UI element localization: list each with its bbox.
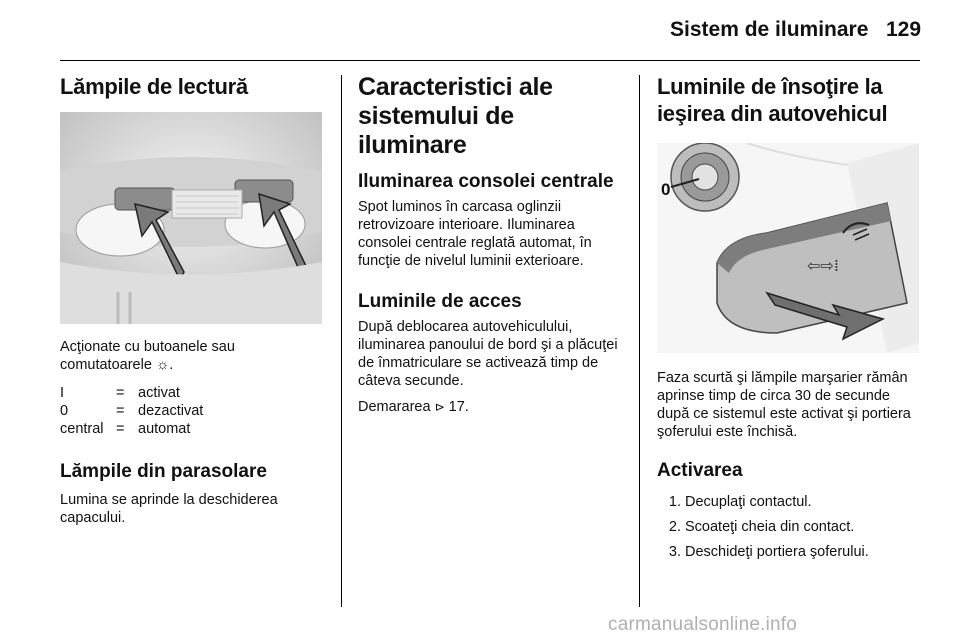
header-rule	[60, 60, 920, 61]
step-text: Deschideţi portiera şoferului.	[685, 544, 869, 560]
activation-step	[657, 518, 923, 536]
step-number: 1.	[668, 494, 681, 510]
switch-position-key: 0	[60, 403, 69, 419]
switch-position-eq: =	[116, 403, 125, 419]
activation-step	[657, 543, 923, 561]
exit-lighting-heading: Luminile de însoţire la ieşirea din autovehicul	[657, 74, 888, 126]
switch-position-row	[60, 402, 203, 420]
switch-position-value: dezactivat	[138, 403, 204, 419]
console-lighting-heading: Iluminarea consolei centrale	[358, 171, 614, 192]
watermark: carmanualsonline.info	[608, 614, 798, 635]
entry-lights-heading: Luminile de acces	[358, 291, 522, 312]
reading-lamps-body: Acţionate cu butoanele sau comutatoarele ☼.	[60, 339, 235, 373]
switch-position-value: automat	[138, 421, 191, 437]
column-exit-lighting	[657, 73, 923, 568]
console-lighting-body: Spot luminos în carcasa oglinzii retrovizoare interioare. Iluminarea consolei centrale reglată automat, în funcţie de nivelul luminii exterioare.	[358, 199, 592, 269]
stalk-symbols-icon: ⇦⇨⁞	[807, 256, 839, 275]
switch-positions-table	[60, 384, 203, 438]
activation-heading: Activarea	[657, 460, 743, 481]
reading-lamps-figure	[60, 112, 322, 324]
lighting-features-heading: Caracteristici ale sistemului de iluminare	[358, 73, 553, 159]
exit-lighting-body: Faza scurtă şi lămpile marşarier rămân aprinse timp de circa 30 de secunde după ce sistemul este activat şi portiera şoferului este închisă.	[657, 370, 911, 440]
key-position-label: 0	[661, 180, 671, 199]
activation-steps	[657, 493, 923, 561]
step-number: 2.	[668, 519, 681, 535]
reading-lamps-heading: Lămpile de lectură	[60, 74, 248, 99]
sunvisor-lamps-heading: Lămpile din parasolare	[60, 461, 267, 482]
column-reading-lamps	[60, 73, 322, 527]
switch-position-eq: =	[116, 421, 125, 437]
page-number: 129	[886, 18, 922, 41]
header-title: Sistem de iluminare	[670, 18, 869, 41]
column-divider-2	[639, 75, 640, 607]
switch-position-key: I	[60, 385, 65, 401]
page-reference-icon: ⊳	[434, 400, 445, 414]
column-divider-1	[341, 75, 342, 607]
entry-lights-body: După deblocarea autovehiculului, iluminarea panoului de bord şi a plăcuţei de înmatriculare se activează timp de câteva secunde.	[358, 319, 618, 389]
column-lighting-features	[358, 73, 626, 416]
switch-position-key: central	[60, 421, 104, 437]
lamp-switch-icon: ☼.	[155, 357, 174, 373]
ignition-stalk-illustration	[657, 143, 919, 353]
step-number: 3.	[668, 544, 681, 560]
switch-position-row	[60, 384, 203, 402]
exit-lighting-figure	[657, 143, 919, 353]
switch-position-row	[60, 420, 203, 438]
reading-lamps-illustration	[60, 112, 322, 324]
activation-step	[657, 493, 923, 511]
step-text: Decuplaţi contactul.	[685, 494, 812, 510]
switch-position-value: activat	[138, 385, 180, 401]
sunvisor-lamps-body: Lumina se aprinde la deschiderea capacului.	[60, 492, 278, 526]
step-text: Scoateţi cheia din contact.	[685, 519, 855, 535]
switch-position-eq: =	[116, 385, 125, 401]
starting-reference[interactable]: Demararea ⊳ 17.	[358, 399, 469, 415]
